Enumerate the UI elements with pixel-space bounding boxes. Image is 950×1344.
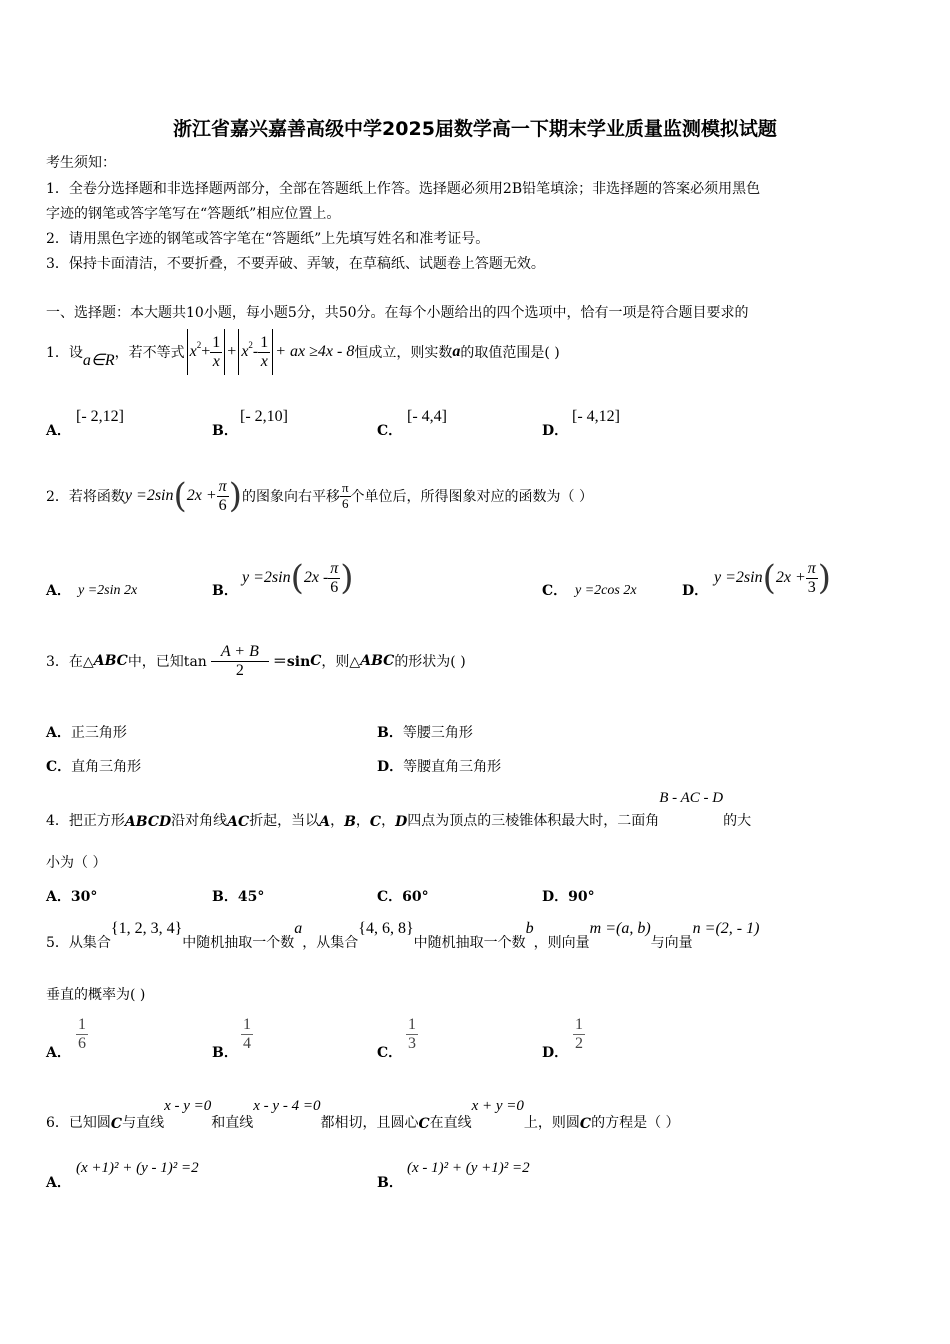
q1-text-1: 设	[68, 345, 83, 361]
q3-text-5: 的形状为( )	[394, 654, 466, 670]
q5-c-num: 1	[408, 1016, 416, 1033]
q5-b-den: 4	[243, 1034, 251, 1052]
q6-var-c-3: C	[579, 1116, 592, 1132]
q2-text-2: 的图象向右平移	[241, 489, 340, 505]
q4-text-3: 折起，当以	[249, 813, 320, 829]
q5-var-a: a	[294, 920, 303, 937]
q4-var-a: A	[319, 814, 331, 830]
q3-option-b[interactable]	[377, 722, 473, 742]
q1-f1-num: 1	[212, 333, 221, 351]
q2-func-fraction	[217, 478, 229, 514]
q2-d-den: 3	[807, 578, 816, 596]
q5-option-b[interactable]	[212, 1042, 238, 1062]
abs-bar-right-2	[272, 329, 273, 375]
section-heading: 一、选择题：本大题共10小题，每小题5分，共50分。在每个小题给出的四个选项中，恰有一项是符合题目要求的	[46, 305, 749, 321]
q4-text-4: 四点为顶点的三棱锥体积最大时，二面角	[407, 813, 660, 829]
q2-option-b[interactable]	[212, 580, 238, 600]
q1-f2-den: x	[260, 352, 268, 370]
q6-option-a-value: (x +1)² + (y - 1)² =2	[76, 1160, 199, 1176]
q1-option-a[interactable]	[46, 420, 71, 440]
q4-var-b: B	[344, 814, 356, 830]
q6-option-b-label: B．	[377, 1175, 403, 1191]
q2-option-a-label: A．	[46, 583, 71, 599]
q2-b-num: π	[330, 559, 339, 577]
q1-f2-num: 1	[260, 333, 269, 351]
q2-option-c-label: C．	[542, 583, 568, 599]
q5-text-1: 从集合	[68, 935, 111, 951]
q4-option-b-label: B．	[212, 889, 238, 905]
q3-number: 3．	[46, 654, 69, 670]
q4-var-ac: AC	[227, 814, 250, 830]
q6-option-a-label: A．	[46, 1175, 71, 1191]
q4-var-c: C	[369, 814, 382, 830]
q5-set-1: {1, 2, 3, 4}	[110, 920, 183, 937]
q3-option-c-label: C．	[46, 759, 72, 775]
q6-line-2: x - y - 4 =0	[253, 1098, 321, 1114]
notice-item-3: 3．保持卡面清洁，不要折叠，不要弄破、弄皱，在草稿纸、试题卷上答题无效。	[46, 256, 545, 272]
q4-comma-3: ，	[381, 813, 396, 829]
q1-option-c-label: C．	[377, 423, 403, 439]
q4-option-c-label: C．	[377, 889, 403, 905]
q3-option-c[interactable]	[46, 756, 141, 776]
q5-a-num: 1	[78, 1016, 86, 1033]
q5-text-6: 与向量	[650, 935, 693, 951]
question-4	[46, 790, 751, 830]
notice-heading: 考生须知：	[46, 155, 116, 171]
q1-f2-sup: 2	[248, 340, 253, 350]
q6-line-1: x - y =0	[164, 1098, 212, 1114]
q4-comma-1: ，	[330, 813, 345, 829]
q6-text-2: 与直线	[122, 1115, 165, 1131]
q5-text-cont: 垂直的概率为( )	[46, 987, 146, 1003]
notice-item-2: 2．请用黑色字迹的钢笔或答字笔在“答题纸”上先填写姓名和准考证号。	[46, 231, 490, 247]
question-2	[46, 470, 593, 522]
q1-var-a: a	[452, 343, 461, 360]
q1-option-c-value: [- 4,4]	[407, 408, 447, 425]
q5-text-5: ，则向量	[533, 935, 590, 951]
q5-d-den: 2	[575, 1034, 583, 1052]
q3-option-a[interactable]	[46, 722, 127, 742]
q2-b-pre: y =2sin	[242, 569, 291, 586]
q1-text-2: ，若不等式	[114, 345, 185, 361]
q3-text-1: 在△	[68, 654, 94, 670]
q2-d-paren-left: (	[762, 558, 776, 598]
q1-text-3: 恒成立，则实数	[354, 345, 453, 361]
q6-number: 6．	[46, 1115, 69, 1131]
notice-item-1-cont: 字迹的钢笔或答字笔写在“答题纸”相应位置上。	[46, 206, 341, 222]
q2-option-d-formula	[714, 552, 831, 604]
q6-text-4: 都相切，且圆心	[320, 1115, 419, 1131]
q1-f2-x: x	[241, 343, 249, 360]
q2-b-paren-left: (	[290, 558, 304, 598]
question-6	[46, 1098, 680, 1132]
q3-text-2: 中，已知tan	[127, 654, 207, 670]
q4-option-b-value: 45°	[237, 889, 265, 905]
q5-option-b-fraction	[241, 1016, 253, 1052]
q3-option-b-label: B．	[377, 725, 403, 741]
q2-b-den: 6	[330, 578, 339, 596]
q2-option-b-formula	[242, 552, 354, 604]
q4-dihedral-angle: B - AC - D	[659, 790, 724, 806]
q4-text-2: 沿对角线	[171, 813, 228, 829]
q4-option-a[interactable]	[46, 886, 97, 906]
notice-item-1: 1．全卷分选择题和非选择题两部分，全部在答题纸上作答。选择题必须用2B铅笔填涂；非选择题的答案必须用黑色	[46, 181, 761, 197]
q4-comma-2: ，	[355, 813, 370, 829]
q1-option-a-label: A．	[46, 423, 71, 439]
q1-option-b-label: B．	[212, 423, 238, 439]
q3-var-abc-2: ABC	[360, 653, 395, 669]
q1-mid-plus: +	[227, 343, 237, 360]
q1-f1-plus: +	[201, 343, 211, 360]
q6-text-6: 上，则圆	[523, 1115, 580, 1131]
q1-text-4: 的取值范围是( )	[460, 345, 560, 361]
q5-d-num: 1	[575, 1016, 583, 1033]
q5-vector-n: n =(2, - 1)	[692, 920, 760, 937]
q6-option-b-value: (x - 1)² + (y +1)² =2	[407, 1160, 530, 1176]
question-5	[46, 920, 759, 952]
q4-text-cont: 小为（ ）	[46, 855, 107, 871]
q1-option-b[interactable]	[212, 420, 238, 440]
q5-text-4: 中随机抽取一个数	[413, 935, 526, 951]
q2-b-inner: 2x -	[303, 569, 329, 586]
q2-d-fraction	[806, 560, 818, 596]
q2-b-fraction	[328, 560, 340, 596]
q1-f1-fraction	[210, 334, 222, 370]
q3-option-c-value: 直角三角形	[71, 759, 142, 775]
q2-paren-left: (	[173, 476, 187, 516]
q6-text-5: 在直线	[429, 1115, 472, 1131]
q4-option-d[interactable]	[542, 886, 595, 906]
q3-option-a-value: 正三角形	[70, 725, 127, 741]
q4-option-d-label: D．	[542, 889, 569, 905]
q3-option-a-label: A．	[46, 725, 71, 741]
q2-option-d-label: D．	[682, 583, 709, 599]
q6-var-c-2: C	[418, 1116, 430, 1132]
q3-option-d-value: 等腰直角三角形	[403, 759, 502, 775]
q5-number: 5．	[46, 935, 69, 951]
q5-option-c[interactable]	[377, 1042, 402, 1062]
q3-option-b-value: 等腰三角形	[402, 725, 473, 741]
q2-option-a[interactable]	[46, 580, 71, 600]
q6-option-a[interactable]	[46, 1172, 71, 1192]
q5-option-c-label: C．	[377, 1045, 403, 1061]
q5-text-3: ，从集合	[302, 935, 359, 951]
question-1	[46, 326, 560, 378]
q3-var-c: C	[310, 653, 322, 669]
q1-option-a-value: [- 2,12]	[76, 408, 124, 425]
q2-option-c-value: y =2cos 2x	[575, 583, 637, 598]
q4-option-a-value: 30°	[70, 889, 98, 905]
q2-shift-num: π	[341, 480, 349, 496]
q4-option-b[interactable]	[212, 886, 264, 906]
q5-b-num: 1	[243, 1016, 251, 1033]
q5-c-den: 3	[408, 1034, 416, 1052]
q5-option-a[interactable]	[46, 1042, 71, 1062]
q6-option-b[interactable]	[377, 1172, 403, 1192]
q2-option-d[interactable]	[682, 580, 708, 600]
question-3	[46, 636, 466, 686]
q4-text-1: 把正方形	[68, 813, 125, 829]
q3-option-d[interactable]	[377, 756, 501, 776]
q1-f1-den: x	[212, 352, 220, 370]
q2-shift-den: 6	[341, 495, 349, 511]
q2-func-pre: y =2sin	[124, 487, 174, 504]
q2-option-c[interactable]	[542, 580, 567, 600]
q4-number: 4．	[46, 813, 69, 829]
q2-text-1: 若将函数	[68, 489, 125, 505]
q3-frac-den: 2	[235, 661, 244, 679]
q2-option-a-value: y =2sin 2x	[78, 583, 138, 598]
q1-math-a-in-r: a∈R	[82, 352, 115, 369]
q1-f2-minus: -	[252, 343, 259, 360]
abs-bar-right-1	[224, 329, 225, 375]
q2-d-pre: y =2sin	[714, 569, 763, 586]
q5-option-d-label: D．	[542, 1045, 569, 1061]
q1-f1-x: x	[189, 343, 197, 360]
q2-text-3: 个单位后，所得图象对应的函数为（ ）	[350, 489, 593, 505]
q2-paren-right: )	[228, 476, 242, 516]
q4-option-a-label: A．	[46, 889, 71, 905]
q1-f1-sup: 2	[196, 340, 202, 350]
q2-func-den: 6	[218, 496, 227, 514]
q4-option-c[interactable]	[377, 886, 429, 906]
q5-a-den: 6	[78, 1034, 86, 1052]
q3-var-abc-1: ABC	[93, 653, 128, 669]
q6-text-7: 的方程是（ ）	[591, 1115, 680, 1131]
q3-text-3: ＝sin	[272, 654, 311, 670]
q3-option-d-label: D．	[377, 759, 404, 775]
q3-frac-num: A + B	[211, 643, 269, 662]
q2-d-paren-right: )	[817, 558, 832, 598]
q2-option-b-label: B．	[212, 583, 238, 599]
q1-option-b-value: [- 2,10]	[240, 408, 288, 425]
q1-option-d[interactable]	[542, 420, 568, 440]
q5-option-c-fraction	[406, 1016, 418, 1052]
q3-fraction	[211, 643, 269, 679]
q1-f2-fraction	[258, 334, 270, 370]
q5-option-a-label: A．	[46, 1045, 71, 1061]
q4-text-5: 的大	[723, 813, 752, 829]
q6-line-3: x + y =0	[471, 1098, 524, 1114]
q5-set-2: {4, 6, 8}	[358, 920, 414, 937]
q6-text-1: 已知圆	[68, 1115, 111, 1131]
q5-vector-m: m =(a, b)	[589, 920, 651, 937]
q4-option-c-value: 60°	[402, 889, 429, 905]
q2-func-inner: 2x +	[186, 487, 217, 504]
q6-var-c-1: C	[110, 1116, 123, 1132]
q4-var-d: D	[395, 814, 408, 830]
q2-shift-fraction	[340, 481, 351, 511]
q2-d-inner: 2x +	[775, 569, 806, 586]
q6-text-3: 和直线	[211, 1115, 254, 1131]
q2-b-paren-right: )	[340, 558, 354, 598]
q4-var-abcd: ABCD	[124, 814, 172, 830]
q1-number: 1．	[46, 345, 69, 361]
q4-option-d-value: 90°	[568, 889, 595, 905]
q2-number: 2．	[46, 489, 69, 505]
q1-option-d-value: [- 4,12]	[572, 408, 620, 425]
abs-bar-left-1	[187, 329, 188, 375]
q1-option-d-label: D．	[542, 423, 569, 439]
page-title: 浙江省嘉兴嘉善高级中学2025届数学高一下期末学业质量监测模拟试题	[173, 118, 777, 140]
q5-text-2: 中随机抽取一个数	[182, 935, 295, 951]
q2-d-num: π	[807, 559, 816, 577]
q3-text-4: ，则△	[321, 654, 361, 670]
q5-option-d[interactable]	[542, 1042, 568, 1062]
abs-bar-left-2	[238, 329, 239, 375]
q1-option-c[interactable]	[377, 420, 402, 440]
q5-option-d-fraction	[573, 1016, 585, 1052]
q5-option-a-fraction	[76, 1016, 88, 1052]
q5-var-b: b	[525, 920, 534, 937]
q2-func-num: π	[218, 477, 227, 495]
q5-option-b-label: B．	[212, 1045, 238, 1061]
q1-tail: + ax ≥4x - 8	[275, 343, 355, 360]
